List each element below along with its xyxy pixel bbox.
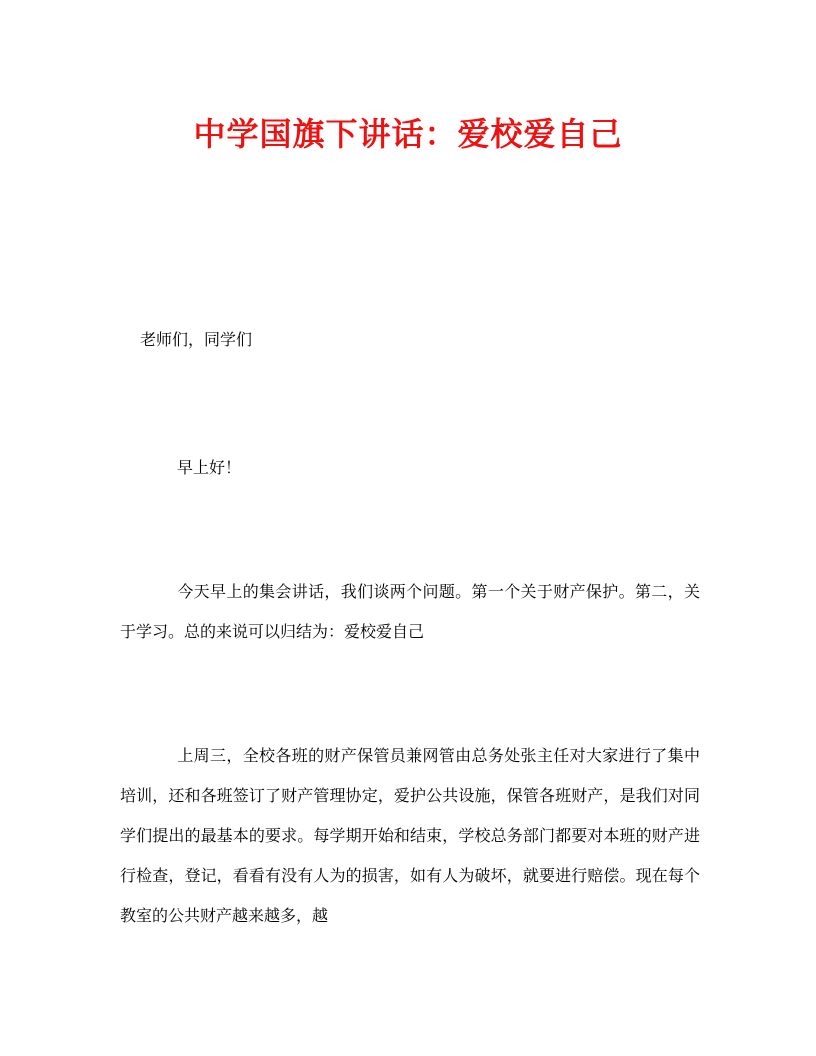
paragraph-1-text: 今天早上的集会讲话，我们谈两个问题。第一个关于财产保护。第二，关于学习。总的来说可以归结为：爱校爱自己 (120, 582, 700, 641)
paragraph-2-text: 上周三，全校各班的财产保管员兼网管由总务处张主任对大家进行了集中培训，还和各班签订了财产管理协定，爱护公共设施，保管各班财产，是我们对同学们提出的最基本的要求。每学期开始和结束，学校总务部门都要对本班的财产进行检查，登记，看看有没有人为的损害，如有人为破坏，就要进行赔偿。现在每个教室的公共财产越来越多，越 (120, 746, 700, 925)
greeting: 早上好！ (177, 458, 242, 477)
paragraph-1 (120, 572, 700, 652)
paragraph-2 (120, 736, 700, 936)
document-title: 中学国旗下讲话：爱校爱自己 (193, 115, 623, 153)
salutation: 老师们，同学们 (140, 330, 253, 349)
